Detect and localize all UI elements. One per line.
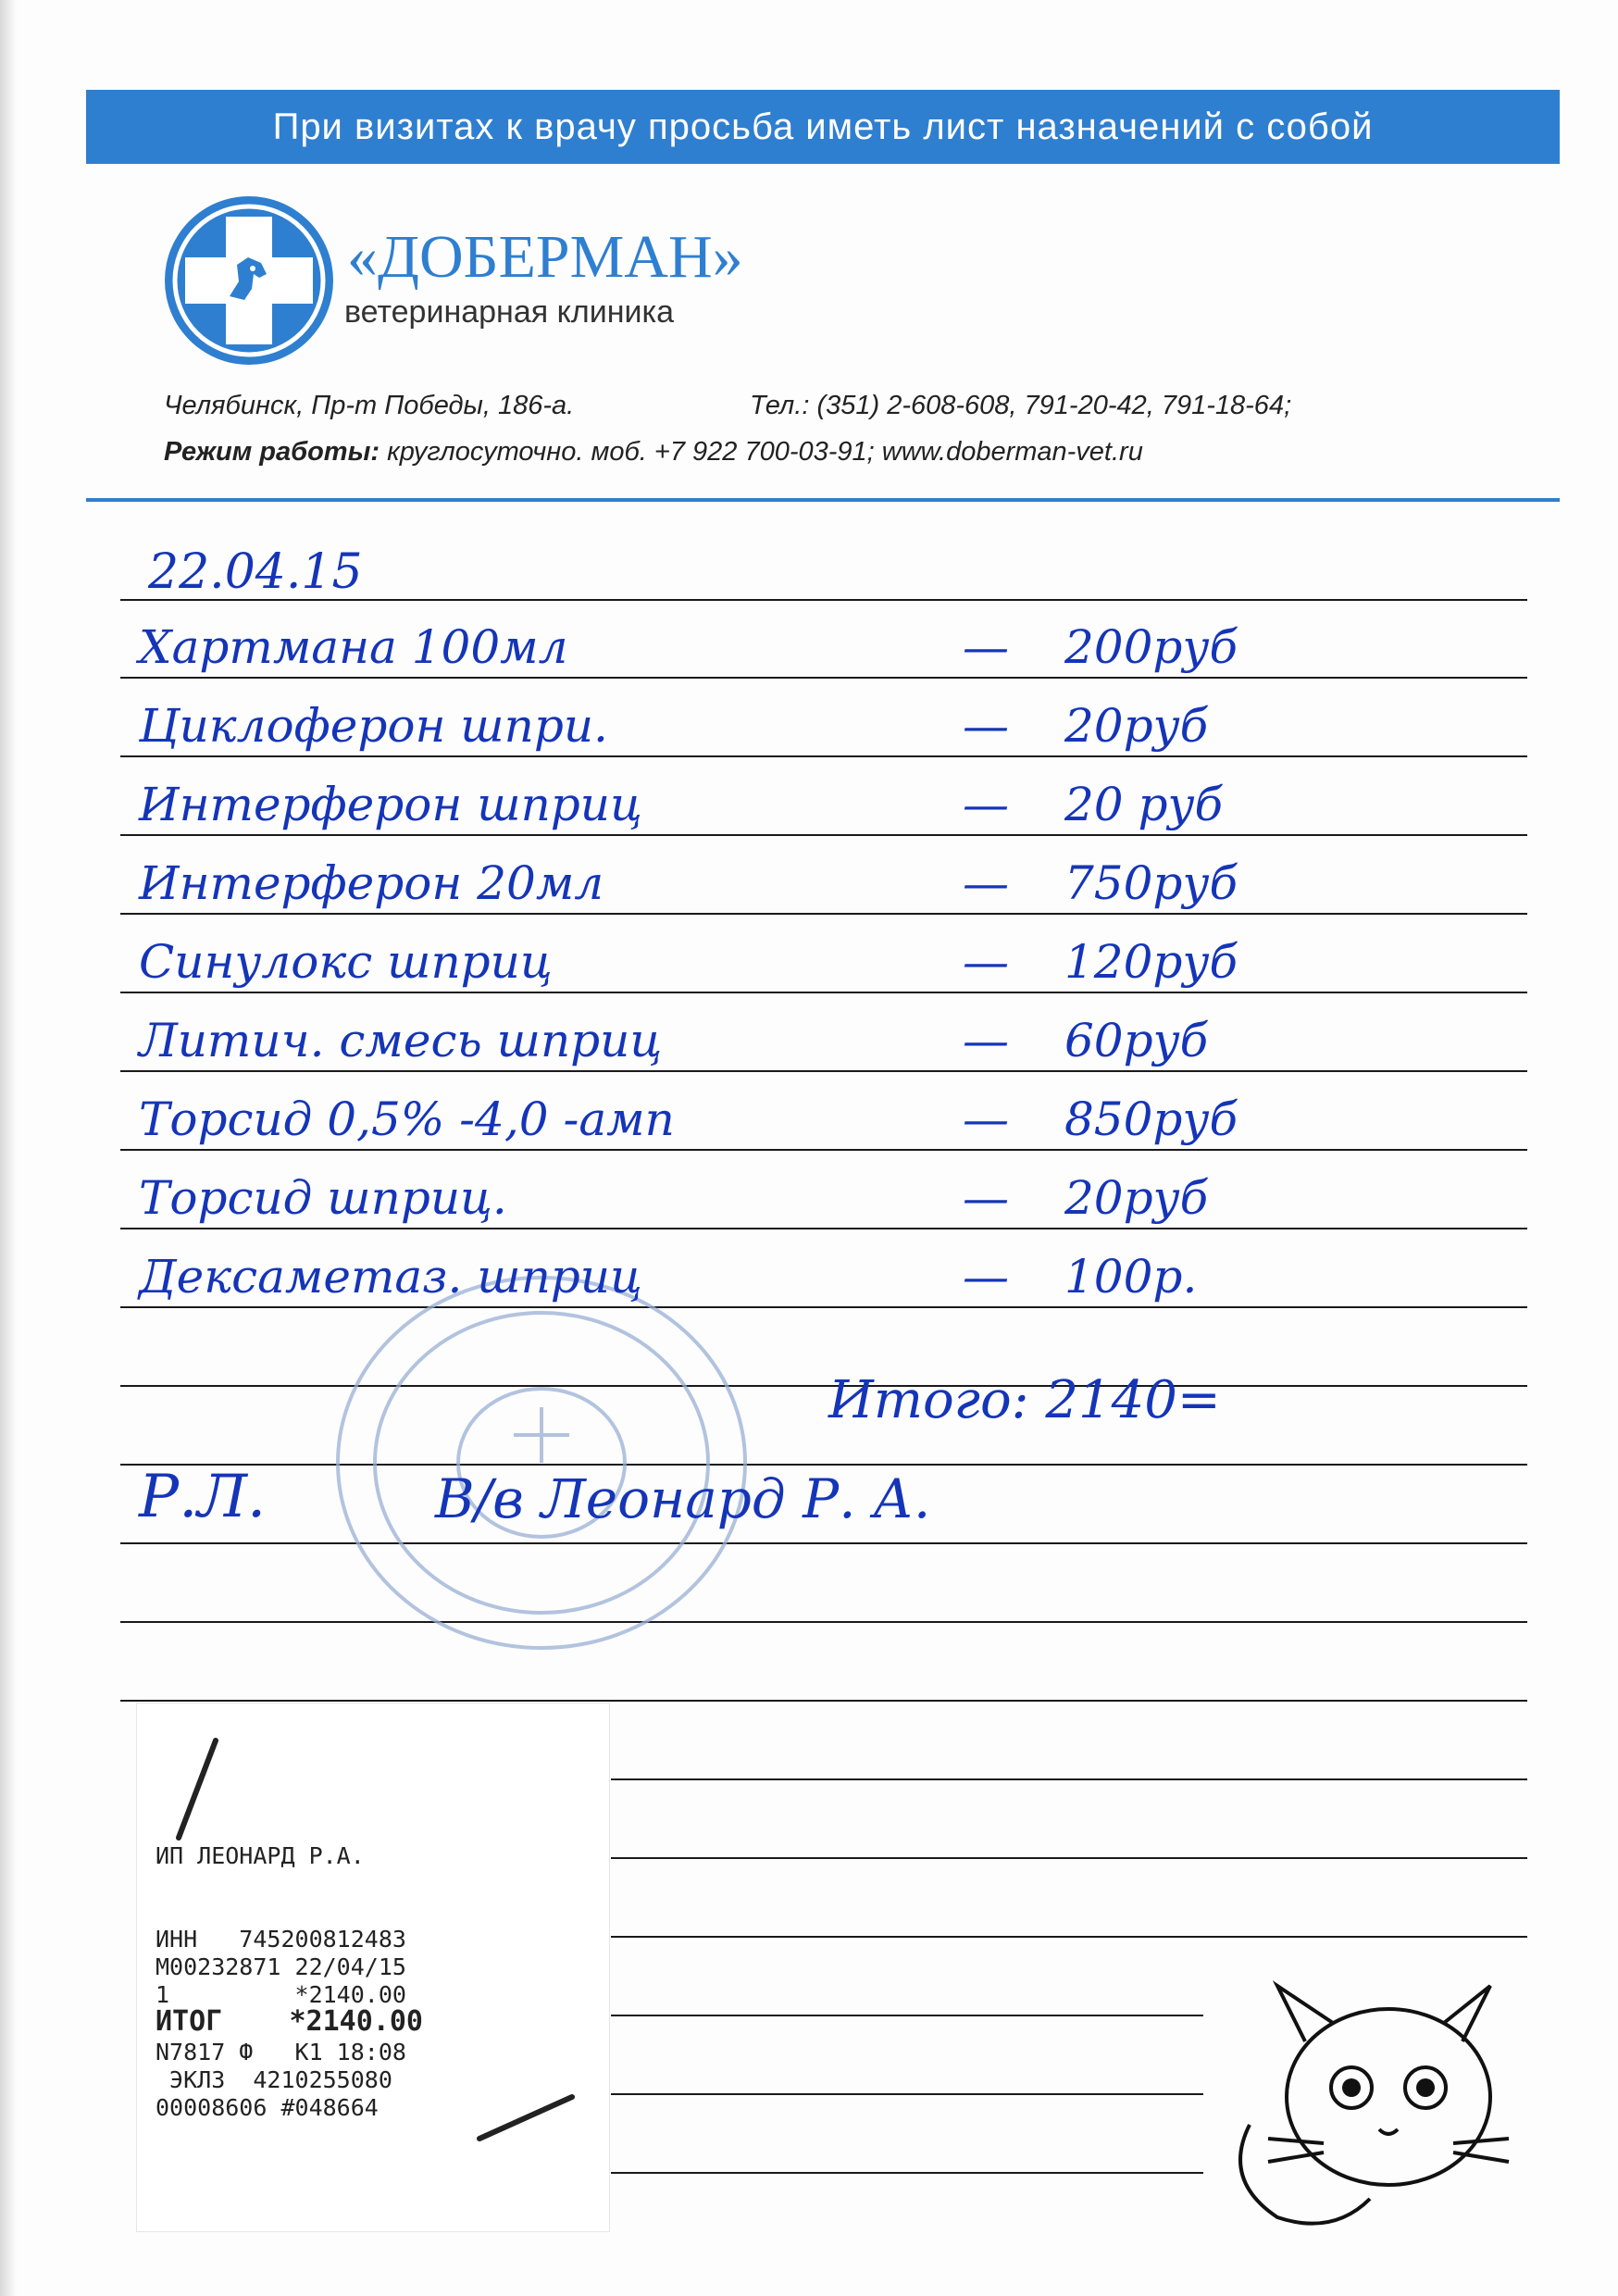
item-name: Интерферон 20мл	[139, 856, 604, 910]
receipt-total-line: ИТОГ *2140.00	[156, 2005, 423, 2038]
item-price: 20руб	[1064, 699, 1209, 753]
item-price: 20руб	[1064, 1171, 1209, 1225]
item-dash: —	[963, 699, 1009, 753]
item-dash: —	[963, 856, 1009, 910]
receipt-line: 1 *2140.00	[156, 1981, 406, 2008]
item-name: Синулокс шприц	[139, 935, 553, 989]
receipt-line: ИНН 745200812483	[156, 1926, 406, 1953]
cash-receipt	[137, 1703, 609, 2231]
clinic-stamp-icon	[329, 1268, 754, 1657]
banner-text: При визитах к врачу просьба иметь лист назначений с собой	[272, 106, 1374, 147]
item-dash: —	[963, 620, 1009, 674]
clinic-name: «ДОБЕРМАН»	[347, 223, 743, 291]
item-price: 20 руб	[1064, 778, 1224, 831]
staple-icon	[470, 2092, 581, 2148]
clinic-contact: моб. +7 922 700-03-91; www.doberman-vet.ru	[591, 437, 1143, 467]
item-name: Литич. смесь шприц	[139, 1014, 663, 1067]
signature: Р.Л.	[139, 1463, 267, 1531]
receipt-line: 00008606 #048664	[156, 2094, 379, 2121]
clinic-address: Челябинск, Пр-т Победы, 186-а.	[164, 391, 575, 420]
clinic-subtitle: ветеринарная клиника	[344, 294, 674, 330]
item-price: 120руб	[1064, 935, 1238, 989]
clinic-phones: Тел.: (351) 2-608-608, 791-20-42, 791-18-64;	[750, 391, 1292, 420]
receipt-line: М00232871 22/04/15	[156, 1953, 406, 1980]
receipt-line: ИП ЛЕОНАРД Р.А.	[156, 1842, 365, 1869]
staple-icon	[169, 1736, 225, 1847]
item-dash: —	[963, 1092, 1009, 1146]
item-dash: —	[963, 778, 1009, 831]
hours-label: Режим работы:	[164, 437, 380, 467]
cat-mascot-icon	[1213, 1958, 1527, 2236]
doctor-name: В/в Леонард Р. А.	[435, 1467, 931, 1530]
item-dash: —	[963, 1250, 1009, 1304]
hours-value: круглосуточно.	[387, 437, 584, 467]
item-dash: —	[963, 1171, 1009, 1225]
item-name: Торсид 0,5% -4,0 -амп	[139, 1092, 675, 1146]
item-price: 200руб	[1064, 620, 1238, 674]
item-name: Торсид шприц.	[139, 1171, 507, 1225]
item-price: 850руб	[1064, 1092, 1238, 1146]
receipt-line: ЭКЛЗ 4210255080	[156, 2066, 392, 2093]
prescription-total: Итого: 2140=	[828, 1370, 1221, 1430]
item-price: 100р.	[1064, 1250, 1198, 1304]
item-name: Интерферон шприц	[139, 778, 642, 831]
item-dash: —	[963, 1014, 1009, 1067]
prescription-date: 22.04.15	[148, 544, 363, 600]
item-price: 750руб	[1064, 856, 1238, 910]
item-price: 60руб	[1064, 1014, 1209, 1067]
item-dash: —	[963, 935, 1009, 989]
item-name: Циклоферон шпри.	[139, 699, 608, 753]
receipt-line: N7817 Ф K1 18:08	[156, 2039, 406, 2065]
item-name: Дексаметаз. шприц	[139, 1250, 642, 1304]
item-name: Хартмана 100мл	[139, 620, 568, 674]
